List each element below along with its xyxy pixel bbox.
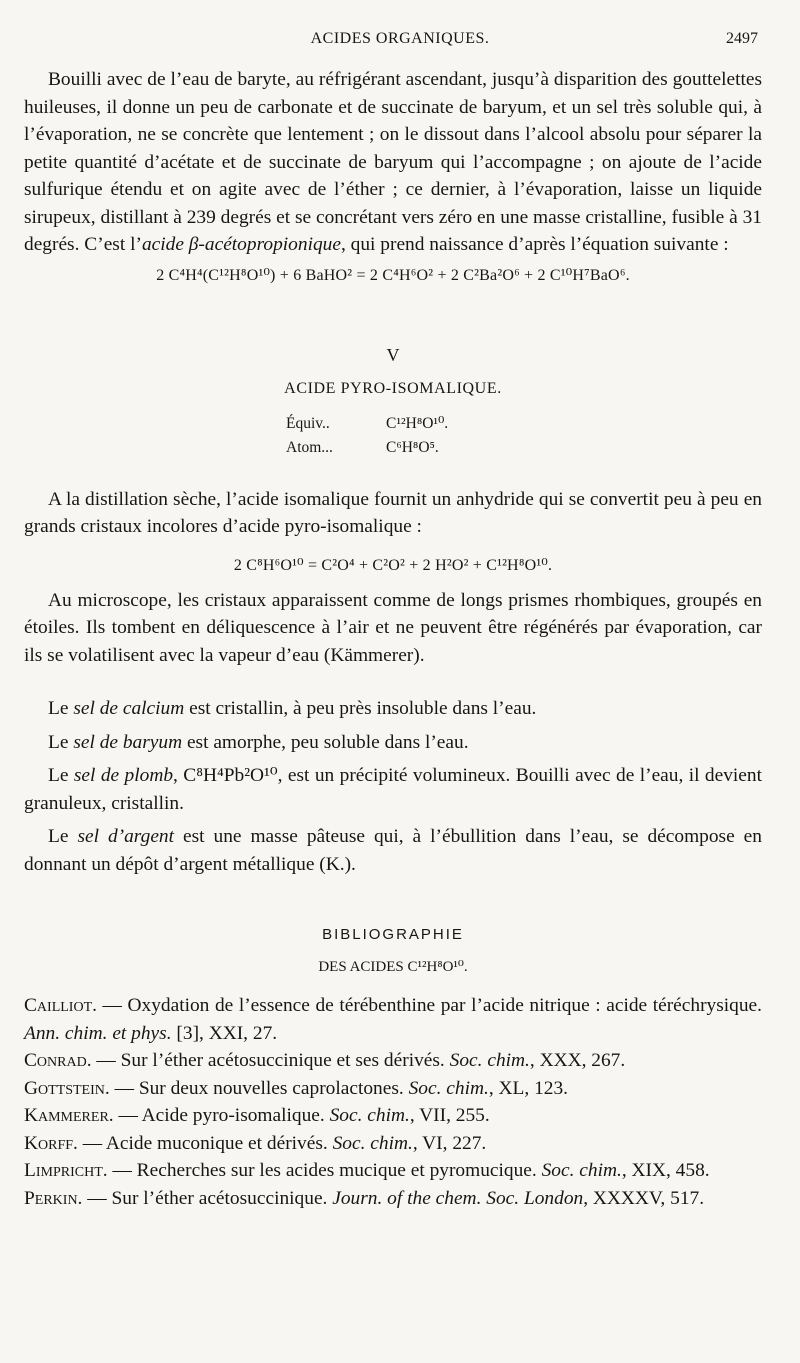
reference-entry (24, 1130, 762, 1158)
reference-entry (24, 1102, 762, 1130)
running-title: ACIDES ORGANIQUES. (310, 30, 490, 47)
equation-acetopropionic: 2 C⁴H⁴(C¹²H⁸O¹⁰) + 6 BaHO² = 2 C⁴H⁶O² + 2 C²Ba²O⁶ + 2 C¹⁰H⁷BaO⁶. (156, 266, 630, 284)
equiv-row (286, 412, 762, 436)
bibliography-subtitle: DES ACIDES C¹²H⁸O¹⁰. (318, 959, 468, 975)
reference-journal: Soc. chim. (332, 1132, 413, 1154)
salt-name: sel de calcium (73, 698, 185, 719)
salt-description: est une masse pâteuse qui, à l’ébullition dans l’eau, se décompose en donnant un dépôt d’argent métallique (K.). (24, 826, 762, 875)
reference-text: — Sur l’éther acétosuccinique. (82, 1187, 333, 1209)
paragraph-barytic-boiling (24, 66, 762, 259)
equation-pyro-isomalique: 2 C⁸H⁶O¹⁰ = C²O⁴ + C²O² + 2 H²O² + C¹²H⁸O¹⁰. (233, 556, 553, 574)
reference-citation: , VII, 255. (409, 1105, 490, 1126)
reference-entry (24, 1047, 762, 1075)
page-number: 2497 (726, 30, 758, 47)
atom-label: Atom... (286, 438, 333, 456)
salt-name: sel d’argent (77, 826, 175, 847)
reference-author: Kammerer. (24, 1105, 114, 1126)
paragraph-text: Bouilli avec de l’eau de baryte, au réfrigérant ascendant, jusqu’à disparition des gouttelettes huileuses, il donne un peu de carbonate et de succinate de baryum, et un sel très soluble qui, à l’évaporation, ne se concrète que lentement ; on le dissout dans l’alcool absolu pour séparer la petite quantité d’acétate et de succinate de baryum qui l’accompagne ; on ajoute de l’acide sulfurique étendu et on agite avec de l’éther ; ce dernier, à l’évaporation, laisse un liquide sirupeux, distillant à 239 degrés et se concrétant vers zéro en une masse cristalline, fusible à 31 degrés. C’est l’ (24, 69, 762, 255)
reference-entry (24, 1075, 762, 1103)
bibliography-list (24, 992, 762, 1212)
reference-journal: Journ. of the chem. Soc. London (332, 1187, 584, 1209)
page-header (0, 30, 800, 56)
salt-description: , C⁸H⁴Pb²O¹⁰, est un précipité volumineux. Bouilli avec de l’eau, il devient granuleux, cristallin. (24, 765, 762, 814)
reference-entry (24, 992, 762, 1047)
reference-journal: Soc. chim. (408, 1077, 489, 1099)
reference-text: — Recherches sur les acides mucique et pyromucique. (107, 1160, 542, 1181)
reference-author: Conrad. (24, 1050, 92, 1071)
formula-table (286, 412, 762, 460)
section-number: V (386, 344, 400, 365)
reference-citation: , XIX, 458. (621, 1160, 710, 1181)
atom-row (286, 436, 762, 460)
reference-journal: Soc. chim. (449, 1050, 530, 1071)
salt-calcium (24, 695, 762, 723)
italic-term: acide β-acétopropionique (141, 234, 341, 255)
salt-prefix: Le (48, 698, 74, 719)
bibliography-title: BIBLIOGRAPHIE (322, 926, 464, 943)
reference-citation: , XXX, 267. (529, 1050, 626, 1071)
salt-baryum (24, 729, 762, 757)
reference-entry (24, 1157, 762, 1185)
salt-name: sel de plomb (73, 765, 174, 786)
reference-author: Korff. (24, 1132, 78, 1154)
reference-citation: [3], XXI, 27. (171, 1022, 278, 1044)
salt-description: est amorphe, peu soluble dans l’eau. (182, 731, 469, 753)
atom-value: C⁶H⁸O⁵. (386, 438, 439, 456)
reference-author: Gottstein. (24, 1077, 110, 1099)
page-body (24, 66, 762, 1212)
salt-prefix: Le (48, 731, 74, 753)
reference-citation: , VI, 227. (412, 1132, 487, 1154)
reference-text: — Acide pyro-isomalique. (113, 1105, 330, 1126)
salt-prefix: Le (48, 826, 78, 847)
paragraph-text: , qui prend naissance d’après l’équation suivante : (340, 234, 729, 255)
section-title: ACIDE PYRO-ISOMALIQUE. (284, 379, 502, 397)
paragraph-distillation: A la distillation sèche, l’acide isomalique fournit un anhydride qui se convertit peu à peu en grands cristaux incolores d’acide pyro-isomalique : (24, 488, 762, 537)
reference-author: Limpricht. (24, 1160, 108, 1181)
reference-text: — Oxydation de l’essence de térébenthine par l’acide nitrique : acide téréchrysique. (96, 995, 762, 1016)
reference-text: — Acide muconique et dérivés. (77, 1132, 333, 1154)
equiv-value: C¹²H⁸O¹⁰. (386, 414, 449, 432)
paragraph-microscope: Au microscope, les cristaux apparaissent comme de longs prismes rhombiques, groupés en étoiles. Ils tombent en déliquescence à l’air et ne peuvent être régénérés par évaporation, car ils se volatilisent avec la vapeur d’eau (Kämmerer). (24, 589, 762, 666)
reference-journal: Soc. chim. (541, 1160, 622, 1181)
salt-argent (24, 823, 762, 878)
salt-prefix: Le (48, 765, 74, 786)
reference-journal: Ann. chim. et phys. (24, 1022, 172, 1044)
reference-author: Perkin. (24, 1187, 83, 1209)
reference-journal: Soc. chim. (329, 1105, 410, 1126)
reference-citation: , XL, 123. (488, 1077, 569, 1099)
equiv-label: Équiv.. (286, 414, 330, 432)
salt-plomb (24, 762, 762, 817)
reference-text: — Sur deux nouvelles caprolactones. (109, 1077, 409, 1099)
reference-author: Cailliot. (24, 995, 97, 1016)
reference-text: — Sur l’éther acétosuccinique et ses dérivés. (91, 1050, 450, 1071)
salt-description: est cristallin, à peu près insoluble dans l’eau. (184, 698, 537, 719)
salt-name: sel de baryum (73, 731, 183, 753)
reference-citation: , XXXXV, 517. (583, 1187, 705, 1209)
reference-entry (24, 1185, 762, 1213)
